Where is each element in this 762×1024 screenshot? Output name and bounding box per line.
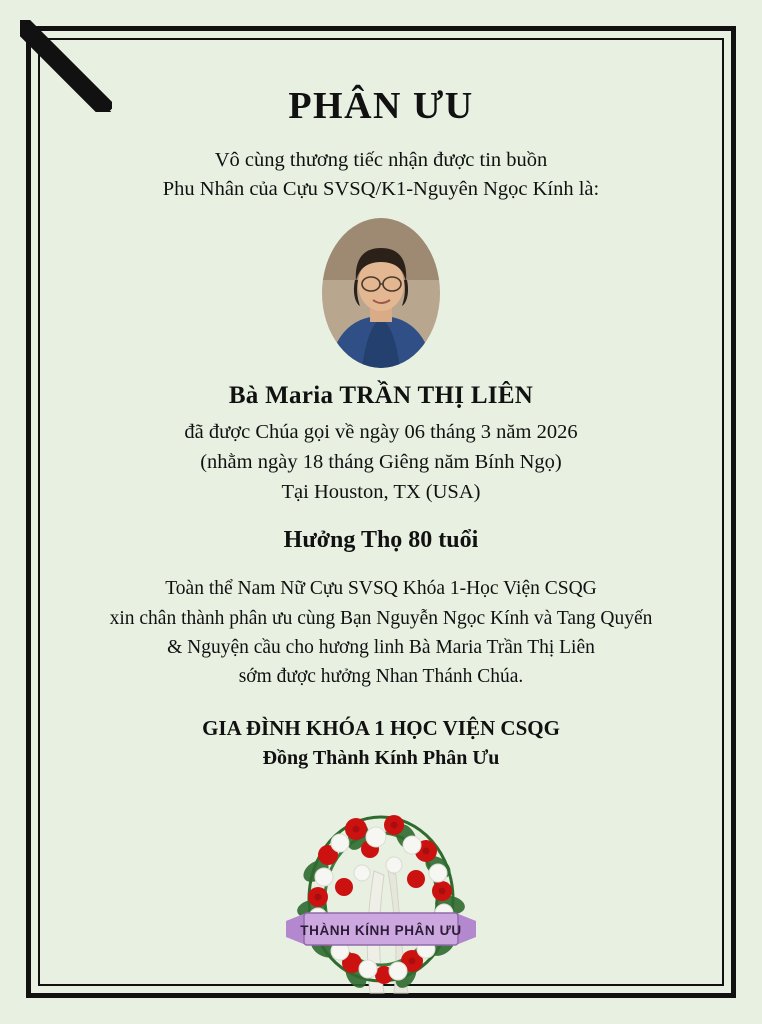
funeral-wreath-icon [266,779,496,1009]
condolence-message [60,574,702,691]
passing-location: Tại Houston, TX (USA) [281,480,481,503]
condolence-message-line-2: xin chân thành phân ưu cùng Bạn Nguyễn Ngọc Kính và Tang Quyến [109,607,653,629]
signature-closing: Đồng Thành Kính Phân Ưu [262,746,500,769]
condolence-message-line-1: Toàn thể Nam Nữ Cựu SVSQ Khóa 1-Học Viện CSQG [165,578,597,600]
age-at-death: Hưởng Thọ 80 tuổi [283,527,479,554]
page-title: PHÂN ƯU [288,85,474,127]
condolence-intro [60,146,702,204]
condolence-message-line-4: sớm được hưởng Nhan Thánh Chúa. [238,666,524,688]
wreath-banner-text: THÀNH KÍNH PHÂN ƯU [300,922,462,938]
memorial-content [60,62,702,964]
condolence-intro-line-2: Phu Nhân của Cựu SVSQ/K1-Nguyên Ngọc Kính là: [162,178,600,201]
wreath-illustration [266,779,496,1009]
deceased-name: Bà Maria TRẦN THỊ LIÊN [228,382,534,410]
portrait-illustration [322,218,440,368]
portrait-of-deceased [322,218,440,368]
passing-details [60,418,702,507]
condolence-intro-line-1: Vô cùng thương tiếc nhận được tin buồn [214,149,548,171]
signature-block [60,713,702,772]
portrait-frame [322,218,440,368]
condolence-message-line-3: & Nguyện cầu cho hương linh Bà Maria Trần Thị Liên [167,636,595,658]
passing-date-lunar: (nhằm ngày 18 tháng Giêng năm Bính Ngọ) [200,450,562,473]
passing-date-gregorian: đã được Chúa gọi về ngày 06 tháng 3 năm 2026 [184,421,578,444]
wreath-banner [286,913,476,945]
signature-organization: GIA ĐÌNH KHÓA 1 HỌC VIỆN CSQG [202,716,560,741]
